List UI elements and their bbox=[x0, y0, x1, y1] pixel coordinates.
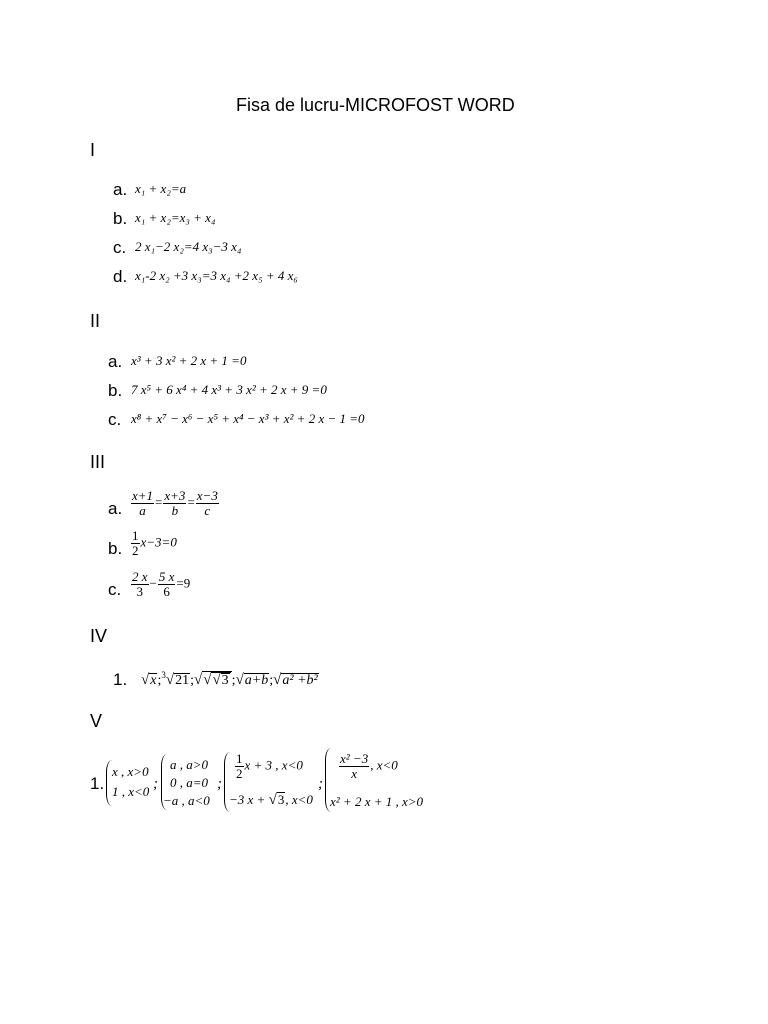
item-label-4-1: 1. bbox=[113, 670, 128, 689]
item-label-3b: b. bbox=[108, 539, 123, 558]
piecewise-3-line-1: $\frac{1}{2}$ x + 3 , x<0 bbox=[236, 751, 303, 781]
equation-1b: x₁ + x₂=x₃ + x₄ bbox=[135, 210, 216, 225]
piecewise-3-line-2: −3 x + √3, x<0 bbox=[229, 792, 313, 808]
piecewise-2-line-2: 0 , a=0 bbox=[170, 775, 209, 790]
equation-3c: $\frac{2 x}{3}$ − $\frac{5 x}{6}$ =9 bbox=[132, 569, 191, 599]
item-label-1a: a. bbox=[113, 180, 128, 199]
piecewise-2-line-3: −a , a<0 bbox=[163, 793, 210, 808]
equation-1a: x₁ + x₂=a bbox=[135, 181, 187, 196]
piecewise-1-line-1: x , x>0 bbox=[112, 764, 149, 779]
equation-2b: 7 x⁵ + 6 x⁴ + 4 x³ + 3 x² + 2 x + 9 =0 bbox=[131, 382, 327, 397]
item-label-1b: b. bbox=[113, 209, 128, 228]
section-heading-2: II bbox=[90, 311, 101, 331]
fraction: $\frac{2 x}{3}$ bbox=[132, 569, 148, 599]
item-label-5-1: 1. bbox=[90, 774, 105, 793]
item-label-2a: a. bbox=[108, 352, 123, 371]
equation-2a: x³ + 3 x² + 2 x + 1 =0 bbox=[131, 353, 247, 368]
separator: ; bbox=[318, 776, 323, 792]
equation-3a: $\frac{x+1}{a}$ = $\frac{x+3}{b}$ = $\frac{x-3}{c}$ bbox=[132, 488, 218, 518]
radicals-expression: √x;$^3$√21;√√√3 ;√a+b;√a² +b² bbox=[141, 670, 318, 688]
fraction: $\frac{\text{x² −3}}{x}$ bbox=[340, 751, 369, 781]
equation-1c: 2 x₁−2 x₂=4 x₃−3 x₄ bbox=[135, 239, 242, 254]
page-title: Fisa de lucru-MICROFOST WORD bbox=[236, 95, 515, 115]
fraction: $\frac{x+1}{a}$ bbox=[132, 488, 154, 518]
section-heading-1: I bbox=[90, 140, 96, 160]
item-label-3a: a. bbox=[108, 499, 123, 518]
item-label-2c: c. bbox=[108, 410, 122, 429]
piecewise-2-line-1: a , a>0 bbox=[170, 757, 209, 772]
equation-2c: x⁸ + x⁷ − x⁶ − x⁵ + x⁴ − x³ + x² + 2 x − 1 =0 bbox=[131, 411, 365, 426]
item-label-1d: d. bbox=[113, 267, 128, 286]
cbrt-symbol: √ bbox=[165, 672, 175, 688]
equation-3b: $\frac{1}{2}$ x−3=0 bbox=[132, 528, 177, 558]
equation-1d: x₁-2 x₂ +3 x₃=3 x₄ +2 x₅ + 4 x₆ bbox=[135, 268, 298, 283]
piecewise-4-line-2: x² + 2 x + 1 , x>0 bbox=[330, 794, 424, 809]
section-heading-4: IV bbox=[90, 626, 108, 646]
section-heading-5: V bbox=[90, 711, 103, 731]
fraction: $\frac{x+3}{b}$ bbox=[164, 488, 186, 518]
piecewise-1-line-2: 1 , x<0 bbox=[112, 784, 150, 799]
item-label-1c: c. bbox=[113, 238, 127, 257]
fraction: $\frac{1}{2}$ bbox=[236, 751, 243, 781]
item-label-3c: c. bbox=[108, 580, 122, 599]
fraction: $\frac{5 x}{6}$ bbox=[158, 569, 175, 599]
separator: ; bbox=[153, 776, 158, 792]
separator: ; bbox=[217, 776, 222, 792]
fraction: $\frac{x-3}{c}$ bbox=[196, 488, 218, 518]
fraction: $\frac{1}{2}$ bbox=[132, 528, 139, 558]
piecewise-4-line-1: $\frac{\text{x² −3}}{x}$ , x<0 bbox=[340, 751, 398, 781]
item-label-2b: b. bbox=[108, 381, 123, 400]
section-heading-3: III bbox=[90, 452, 106, 472]
sqrt-symbol: √ bbox=[141, 672, 150, 688]
